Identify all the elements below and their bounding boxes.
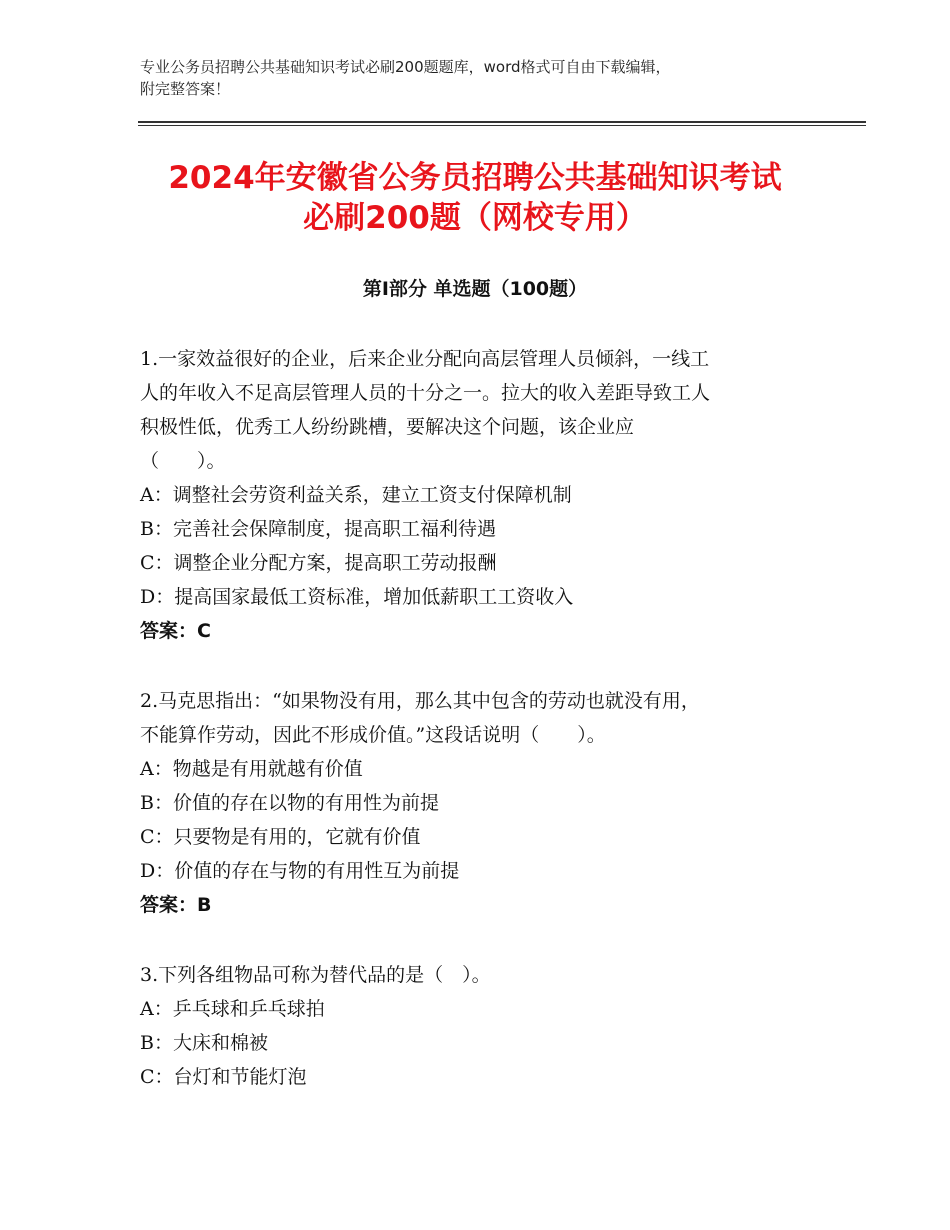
question-line: 2.马克思指出：“如果物没有用，那么其中包含的劳动也就没有用， <box>140 690 700 712</box>
question-block <box>140 958 820 1094</box>
section-heading: 第Ⅰ部分 单选题（100题） <box>362 278 588 300</box>
answer-label: 答案：C <box>140 620 211 642</box>
option-b: B：价值的存在以物的有用性为前提 <box>140 792 439 814</box>
question-line: 1.一家效益很好的企业，后来企业分配向高层管理人员倾斜，一线工 <box>140 348 710 370</box>
question-block <box>140 342 820 648</box>
option-c: C：台灯和节能灯泡 <box>140 1066 307 1088</box>
option-a: A：乒乓球和乒乓球拍 <box>140 998 325 1020</box>
answer-label: 答案：B <box>140 894 212 916</box>
question-line: 不能算作劳动，因此不形成价值。”这段话说明（ ）。 <box>140 724 606 746</box>
question-line: （ ）。 <box>140 450 226 472</box>
option-c: C：调整企业分配方案，提高职工劳动报酬 <box>140 552 497 574</box>
document-title <box>100 158 850 238</box>
option-b: B：大床和棉被 <box>140 1032 268 1054</box>
header-note-line: 专业公务员招聘公共基础知识考试必刷200题题库，word格式可自由下载编辑， <box>140 58 671 76</box>
option-c: C：只要物是有用的，它就有价值 <box>140 826 421 848</box>
question-line: 人的年收入不足高层管理人员的十分之一。拉大的收入差距导致工人 <box>140 382 711 404</box>
header-divider-thin <box>138 125 866 126</box>
question-line: 积极性低，优秀工人纷纷跳槽，要解决这个问题，该企业应 <box>140 416 635 438</box>
title-line: 必刷200题（网校专用） <box>303 200 647 236</box>
title-line: 2024年安徽省公务员招聘公共基础知识考试 <box>168 160 782 196</box>
option-d: D：价值的存在与物的有用性互为前提 <box>140 860 460 882</box>
option-a: A：调整社会劳资利益关系，建立工资支付保障机制 <box>140 484 572 506</box>
question-line: 3.下列各组物品可称为替代品的是（ ）。 <box>140 964 491 986</box>
question-block <box>140 684 820 922</box>
option-b: B：完善社会保障制度，提高职工福利待遇 <box>140 518 496 540</box>
header-note <box>140 56 830 100</box>
option-a: A：物越是有用就越有价值 <box>140 758 363 780</box>
header-note-line: 附完整答案！ <box>140 80 231 98</box>
header-divider-thick <box>138 121 866 123</box>
option-d: D：提高国家最低工资标准，增加低薪职工工资收入 <box>140 586 574 608</box>
